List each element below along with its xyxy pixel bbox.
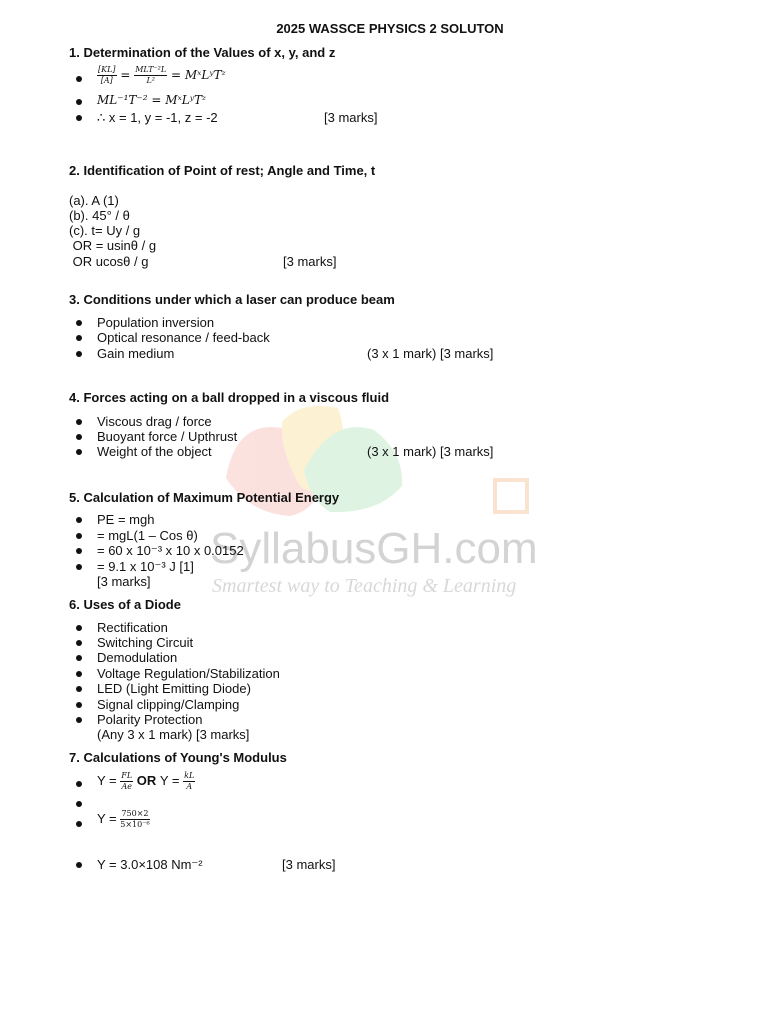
document-title: 2025 WASSCE PHYSICS 2 SOLUTON: [276, 21, 504, 36]
q6-item: Rectification: [97, 620, 168, 635]
bullet: [76, 76, 82, 82]
bullet: [76, 702, 82, 708]
q7-heading: 7. Calculations of Young's Modulus: [69, 750, 287, 765]
q2-marks: [3 marks]: [283, 254, 337, 269]
q6-item: Demodulation: [97, 650, 178, 665]
q6-item: Switching Circuit: [97, 635, 194, 650]
q6-item: LED (Light Emitting Diode): [97, 681, 251, 696]
bullet: [76, 335, 82, 341]
q3-item: Optical resonance / feed-back: [97, 330, 270, 345]
q7-fraction-substitution: $\frac{750\times 2}{\text{5×10⁻⁶}}$: [120, 809, 150, 829]
bullet: [76, 655, 82, 661]
bullet: [76, 717, 82, 723]
q6-marks: (Any 3 x 1 mark) [3 marks]: [97, 727, 250, 742]
bullet: [76, 115, 82, 121]
q6-item: Signal clipping/Clamping: [97, 697, 240, 712]
bullet: [76, 781, 82, 787]
bullet: [76, 862, 82, 868]
q4-heading: 4. Forces acting on a ball dropped in a viscous fluid: [69, 390, 390, 405]
bullet: [76, 625, 82, 631]
q3-heading: 3. Conditions under which a laser can produce beam: [69, 292, 395, 307]
q1-fraction-kl-a: $\frac{[KL]}{[A]}$: [98, 65, 116, 85]
bullet: [76, 320, 82, 326]
q1-marks: [3 marks]: [324, 110, 378, 125]
q2-line: (a). A (1): [69, 193, 119, 208]
q3-item: Gain medium: [97, 346, 175, 361]
q5-marks: [3 marks]: [97, 574, 151, 589]
q5-item: = 9.1 x 10⁻³ J [1]: [97, 559, 194, 574]
q7-fraction-kl-a: $\frac{kL}{A}$: [184, 771, 195, 791]
q7-formula-line: Y = $\frac{FL}{Ae}$ OR Y = $\frac{kL}{A}$: [97, 771, 195, 791]
q7-fraction-fl-ae: $\frac{FL}{Ae}$: [121, 771, 133, 791]
q1-equation-2: ML⁻¹T⁻² = MˣLʸTᶻ: [97, 93, 206, 107]
q7-result: Y = 3.0×108 Nm⁻²: [97, 857, 203, 872]
watermark-tagline: Smartest way to Teaching & Learning: [212, 575, 517, 597]
q3-marks: (3 x 1 mark) [3 marks]: [367, 346, 494, 361]
bullet: [76, 548, 82, 554]
q4-item: Buoyant force / Upthrust: [97, 429, 238, 444]
q1-result: ∴ x = 1, y = -1, z = -2: [97, 110, 218, 125]
bullet: [76, 533, 82, 539]
bullet: [76, 99, 82, 105]
q2-line: OR ucosθ / g: [69, 254, 149, 269]
q7-substitution-line: Y = $\frac{750\times 2}{\text{5×10⁻⁶}}$: [97, 809, 150, 829]
q6-heading: 6. Uses of a Diode: [69, 597, 181, 612]
watermark-brand: SyllabusGH.com: [210, 524, 538, 573]
q6-item: Voltage Regulation/Stabilization: [97, 666, 280, 681]
bullet: [76, 434, 82, 440]
q4-item: Viscous drag / force: [97, 414, 212, 429]
q2-line: (b). 45° / θ: [69, 208, 130, 223]
q4-item: Weight of the object: [97, 444, 212, 459]
q2-line: (c). t= Uy / g: [69, 223, 141, 238]
bullet: [76, 821, 82, 827]
bullet: [76, 671, 82, 677]
q7-marks: [3 marks]: [282, 857, 336, 872]
bullet: [76, 640, 82, 646]
q4-marks: (3 x 1 mark) [3 marks]: [367, 444, 494, 459]
bullet: [76, 564, 82, 570]
bullet: [76, 449, 82, 455]
q5-item: = mgL(1 – Cos θ): [97, 528, 198, 543]
q5-item: = 60 x 10⁻³ x 10 x 0.0152: [97, 543, 244, 558]
q1-equation-1: $\frac{[KL]}{[A]}$ = $\frac{\text{MLT⁻²L}}{\text{L²}}$ = MˣLʸTᶻ: [98, 65, 226, 85]
q3-item: Population inversion: [97, 315, 215, 330]
q6-item: Polarity Protection: [97, 712, 203, 727]
q2-line: OR = usinθ / g: [69, 238, 157, 253]
bullet: [76, 517, 82, 523]
bullet: [76, 419, 82, 425]
bullet: [76, 801, 82, 807]
q1-heading: 1. Determination of the Values of x, y, and z: [69, 45, 336, 60]
bullet: [76, 686, 82, 692]
q5-heading: 5. Calculation of Maximum Potential Energy: [69, 490, 340, 505]
q2-heading: 2. Identification of Point of rest; Angle and Time, t: [69, 163, 376, 178]
q1-fraction-mlt: $\frac{\text{MLT⁻²L}}{\text{L²}}$: [135, 65, 167, 85]
q5-item: PE = mgh: [97, 512, 155, 527]
bullet: [76, 351, 82, 357]
